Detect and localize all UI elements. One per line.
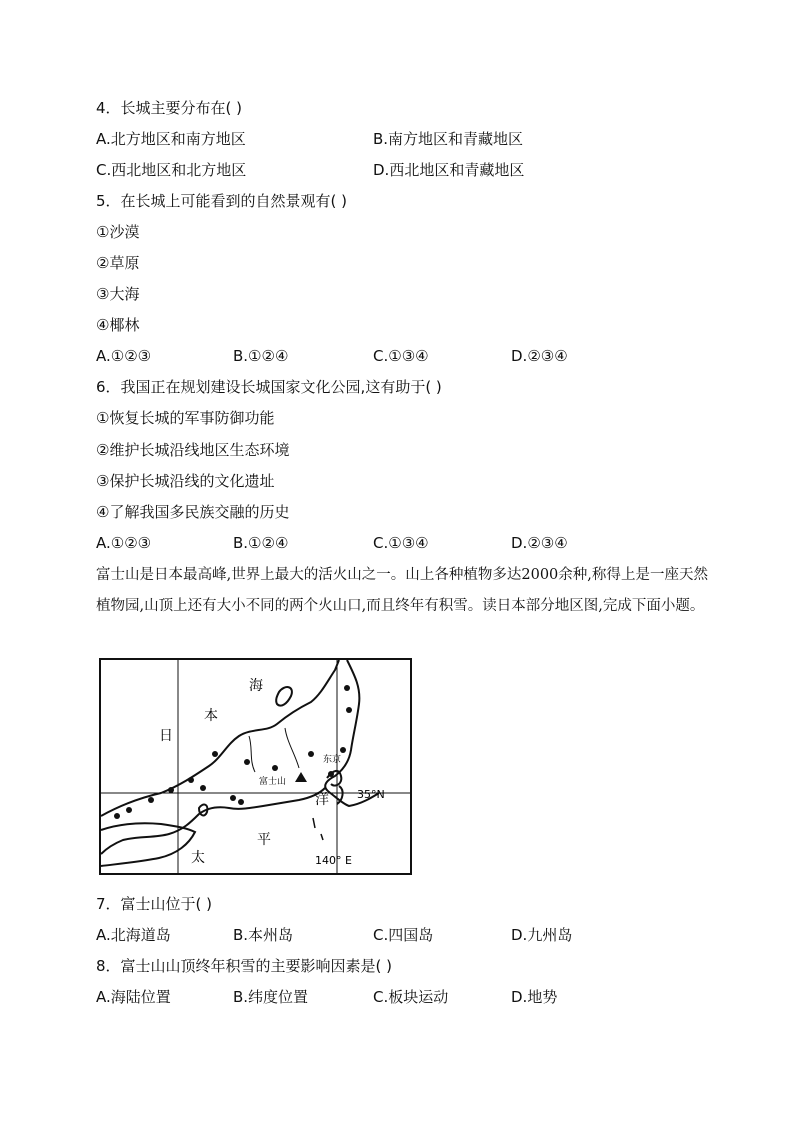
q5-option-b: B.①②④	[233, 347, 289, 365]
sea-label-char-3: 海	[249, 678, 263, 694]
city-dot	[230, 795, 236, 801]
fuji-label: 富士山	[259, 777, 287, 787]
ocean-label-char-3: 洋	[315, 792, 329, 808]
sea-label-char-2: 本	[204, 708, 218, 724]
city-dot	[200, 785, 206, 791]
q8-stem: 8．富士山山顶终年积雪的主要影响因素是( )	[96, 957, 393, 975]
city-dot	[340, 747, 346, 753]
q5-item-4: ④椰林	[96, 316, 140, 334]
q8-option-b: B.纬度位置	[233, 988, 309, 1006]
q8-option-a: A.海陆位置	[96, 988, 171, 1006]
latitude-label: 35°N	[357, 788, 385, 801]
q4-option-c: C.西北地区和北方地区	[96, 161, 247, 179]
japan-map	[99, 658, 412, 875]
city-dot	[344, 685, 350, 691]
ocean-label-char-1: 太	[191, 850, 205, 866]
city-dot	[168, 787, 174, 793]
q6-option-c: C.①③④	[373, 534, 429, 552]
city-dot	[188, 777, 194, 783]
q6-item-1: ①恢复长城的军事防御功能	[96, 409, 275, 427]
tokyo-dot	[328, 771, 334, 777]
q7-stem: 7．富士山位于( )	[96, 895, 213, 913]
q8-option-d: D.地势	[511, 988, 558, 1006]
q7-option-b: B.本州岛	[233, 926, 294, 944]
q6-option-d: D.②③④	[511, 534, 568, 552]
q7-option-c: C.四国岛	[373, 926, 434, 944]
city-dot	[114, 813, 120, 819]
sea-label-char-1: 日	[159, 728, 173, 744]
q6-option-b: B.①②④	[233, 534, 289, 552]
city-dot	[346, 707, 352, 713]
city-dot	[308, 751, 314, 757]
q5-item-2: ②草原	[96, 254, 140, 272]
city-dot	[272, 765, 278, 771]
longitude-label: 140° E	[315, 854, 352, 867]
q6-option-a: A.①②③	[96, 534, 152, 552]
q5-item-3: ③大海	[96, 285, 140, 303]
q6-stem: 6．我国正在规划建设长城国家文化公园,这有助于( )	[96, 378, 442, 396]
q8-option-c: C.板块运动	[373, 988, 449, 1006]
q6-item-3: ③保护长城沿线的文化遗址	[96, 472, 275, 490]
city-dot	[148, 797, 154, 803]
city-dot	[126, 807, 132, 813]
q4-option-b: B.南方地区和青藏地区	[373, 130, 524, 148]
q6-item-2: ②维护长城沿线地区生态环境	[96, 441, 290, 459]
reading-passage: 富士山是日本最高峰,世界上最大的活火山之一。山上各种植物多达2000余种,称得上是一座天然植物园,山顶上还有大小不同的两个火山口,而且终年有积雪。读日本部分地区图,完成下面小题。	[96, 567, 708, 614]
q6-item-4: ④了解我国多民族交融的历史	[96, 503, 290, 521]
city-dot	[244, 759, 250, 765]
q5-option-a: A.①②③	[96, 347, 152, 365]
q4-stem: 4．长城主要分布在( )	[96, 99, 243, 117]
q5-option-d: D.②③④	[511, 347, 568, 365]
tokyo-label: 东京	[323, 755, 342, 765]
ocean-label-char-2: 平	[257, 832, 271, 848]
q7-option-a: A.北海道岛	[96, 926, 171, 944]
city-dot	[212, 751, 218, 757]
city-dot	[238, 799, 244, 805]
q5-item-1: ①沙漠	[96, 223, 140, 241]
q5-option-c: C.①③④	[373, 347, 429, 365]
q5-stem: 5．在长城上可能看到的自然景观有( )	[96, 192, 348, 210]
q4-option-d: D.西北地区和青藏地区	[373, 161, 525, 179]
q4-option-a: A.北方地区和南方地区	[96, 130, 246, 148]
q7-option-d: D.九州岛	[511, 926, 573, 944]
